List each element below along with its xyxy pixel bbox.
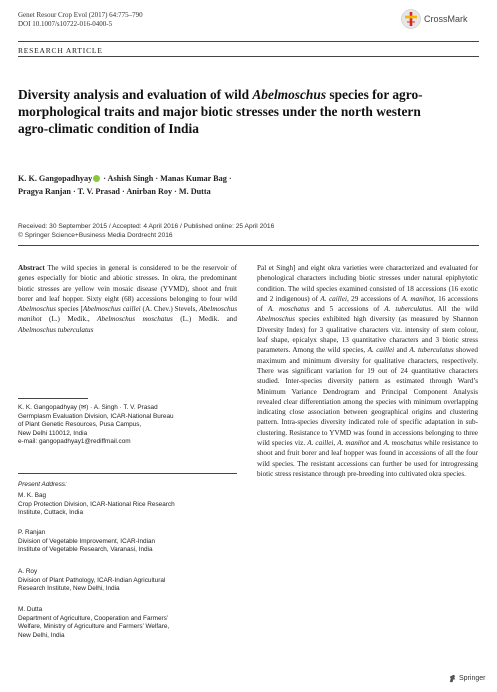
doi-line[interactable]: DOI 10.1007/s10722-016-0400-5 xyxy=(18,20,113,28)
dates-line: Received: 30 September 2015 / Accepted: 4 April 2016 / Published online: 25 April 2016 xyxy=(18,223,275,230)
publisher-logo xyxy=(448,674,485,683)
crossmark-badge[interactable] xyxy=(401,9,468,29)
affiliation-bag: M. K. Bag Crop Protection Division, ICAR-National Rice Research Institute, Cuttack, India xyxy=(18,492,175,517)
corresponding-email[interactable]: e-mail: gangopadhyay1@rediffmail.com xyxy=(18,438,131,446)
author-line-1: K. K. Gangopadhyay · Ashish Singh · Manas Kumar Bag · xyxy=(18,174,232,183)
abstract-continuation: Pal et Singh] and eight okra varieties were characterized and evaluated for phenological characters including biotic stresses under natural epiphytotic condition. The wild species examined consisted of 18 accessions (16 exotic and 2 indigenous) of A. caillei, 29 accessions of A. manihot, 16 accessions of A. moschatus and 5 accessions of A. tuberculatus. All the wild Abelmoschus species exhibited high diversity (as measured by Shannon Diversity Index) for 3 qualitative characters viz. intensity of stem colour, leaf shape, epicalyx shape, 13 quantitative characters and 3 biotic stress parameters. Among the wild species, A. caillei and A. tuberculatus showed maximum and minimum diversity for qualitative characters, respectively. There was significant variation for 19 out of 24 quantitative characters studied. Inter-species diversity pattern as estimated through Ward’s Minimum Variance Dendrogram and Principal Component Analysis revealed clear differentiation among the species with minimum overlapping indicating close association between geographical origins and clustering pattern. Intra-species diversity indicated role of specific adaptation in sub-clustering. Resistance to YVMD was found in accessions belonging to three wild species viz. A. caillei, A. manihot and A. moschatus while resistance to shoot and fruit borer and leaf hopper was found in accessions of all the four wild species. The resistant accessions can further be used for introgressing biotic stress resistance through pre-breeding into cultivated okra species. xyxy=(257,264,479,478)
present-address-rule xyxy=(18,473,237,474)
present-address-label: Present Address: xyxy=(18,481,67,488)
publisher-name: Springer xyxy=(459,675,486,682)
author-list xyxy=(18,172,418,198)
publication-dates xyxy=(18,222,274,240)
crossmark-label: CrossMark xyxy=(424,14,468,24)
journal-line: Genet Resour Crop Evol (2017) 64:775–790 xyxy=(18,11,143,19)
header-rule xyxy=(18,41,479,42)
copyright-line: © Springer Science+Business Media Dordrecht 2016 xyxy=(18,232,173,239)
dates-rule xyxy=(18,245,479,246)
springer-horse-icon xyxy=(448,674,457,683)
crossmark-icon xyxy=(401,9,421,29)
affiliation-corresponding: K. K. Gangopadhyay (✉) · A. Singh · T. V. Prasad Germplasm Evaluation Division, ICAR-National Bureau of Plant Genetic Resources, Pusa Campus, New Delhi 110012, India e-mail: gangopadhyay1@rediffmail.com xyxy=(18,404,237,447)
author-line-2: Pragya Ranjan · T. V. Prasad · Anirban Roy · M. Dutta xyxy=(18,187,211,196)
affiliation-dutta: M. Dutta Department of Agriculture, Cooperation and Farmers’ Welfare, Ministry of Agriculture and Farmers’ Welfare, New Delhi, India xyxy=(18,606,170,639)
affiliation-ranjan: P. Ranjan Division of Vegetable Improvement, ICAR-Indian Institute of Vegetable Research, Varanasi, India xyxy=(18,529,156,554)
affiliation-roy: A. Roy Division of Plant Pathology, ICAR-Indian Agricultural Research Institute, New Delhi, India xyxy=(18,568,166,593)
affiliation-divider xyxy=(18,398,88,399)
journal-citation xyxy=(18,11,143,29)
orcid-icon[interactable] xyxy=(93,175,100,182)
article-title: Diversity analysis and evaluation of wild Abelmoschus species for agro-morphological traits and major biotic stresses under the north western agro-climatic condition of India xyxy=(18,87,423,136)
abstract-label: Abstract xyxy=(18,264,45,272)
abstract-text: Abstract The wild species in general is considered to be the reservoir of genes especially for biotic and abiotic stresses. In okra, the predominant biotic stresses are yellow vein mosaic disease (YVMD), shoot and fruit borer and leaf hopper. Sixty eight (68) accessions belonging to four wild Abelmoschus species [Abelmoschus caillei (A. Chev.) Stevels, Abelmoschus manihot (L.) Medik., Abelmoschus moschatus (L.) Medik. and Abelmoschus tuberculatus xyxy=(18,264,237,334)
header-rule-lower xyxy=(18,56,479,57)
article-type: RESEARCH ARTICLE xyxy=(18,46,103,55)
